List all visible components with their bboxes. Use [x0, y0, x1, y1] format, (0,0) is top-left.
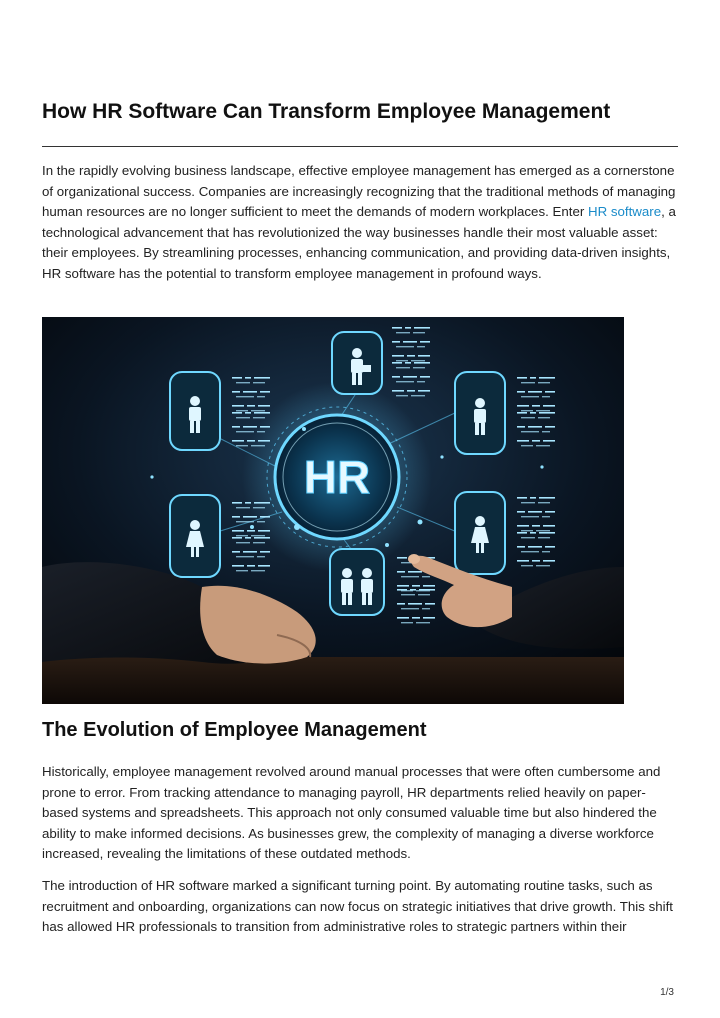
- section-heading: The Evolution of Employee Management: [42, 719, 427, 741]
- title-divider: [42, 146, 678, 147]
- intro-text-start: In the rapidly evolving business landscape, effective employee management has emerged as a cornerstone of organizational success. Companies are increasingly recognizing that the traditional methods of managing human resources are no longer sufficient to meet the demands of modern workplaces. Enter: [42, 163, 676, 219]
- section-paragraph-2: The introduction of HR software marked a significant turning point. By automating routine tasks, such as recruitment and onboarding, organizations can now focus on strategic initiatives that drive growth. This shift has allowed HR professionals to transition from administrative roles to strategic partners within their: [42, 878, 673, 934]
- hr-software-link[interactable]: HR software: [587, 204, 662, 219]
- hr-network-illustration: [42, 317, 624, 704]
- section-paragraph-1: Historically, employee management revolved around manual processes that were often cumbersome and prone to error. From tracking attendance to managing payroll, HR departments relied heavily on paper-based systems and spreadsheets. This approach not only consumed valuable time but also hindered the ability to make informed decisions. As businesses grew, the complexity of managing a diverse workforce increased, revealing the limitations of these outdated methods.: [42, 764, 661, 861]
- page-title: How HR Software Can Transform Employee Management: [42, 100, 611, 123]
- hub-label: HR: [303, 451, 371, 503]
- page-number: 1/3: [660, 987, 674, 998]
- intro-text-end: , a technological advancement that has revolutionized the way businesses handle their most valuable asset: their employees. By streamlining processes, enhancing communication, and providing data-driven insights, HR software has the potential to transform employee management in profound ways.: [42, 204, 676, 281]
- intro-paragraph: [42, 161, 678, 284]
- hero-image-hr-network: [42, 317, 624, 704]
